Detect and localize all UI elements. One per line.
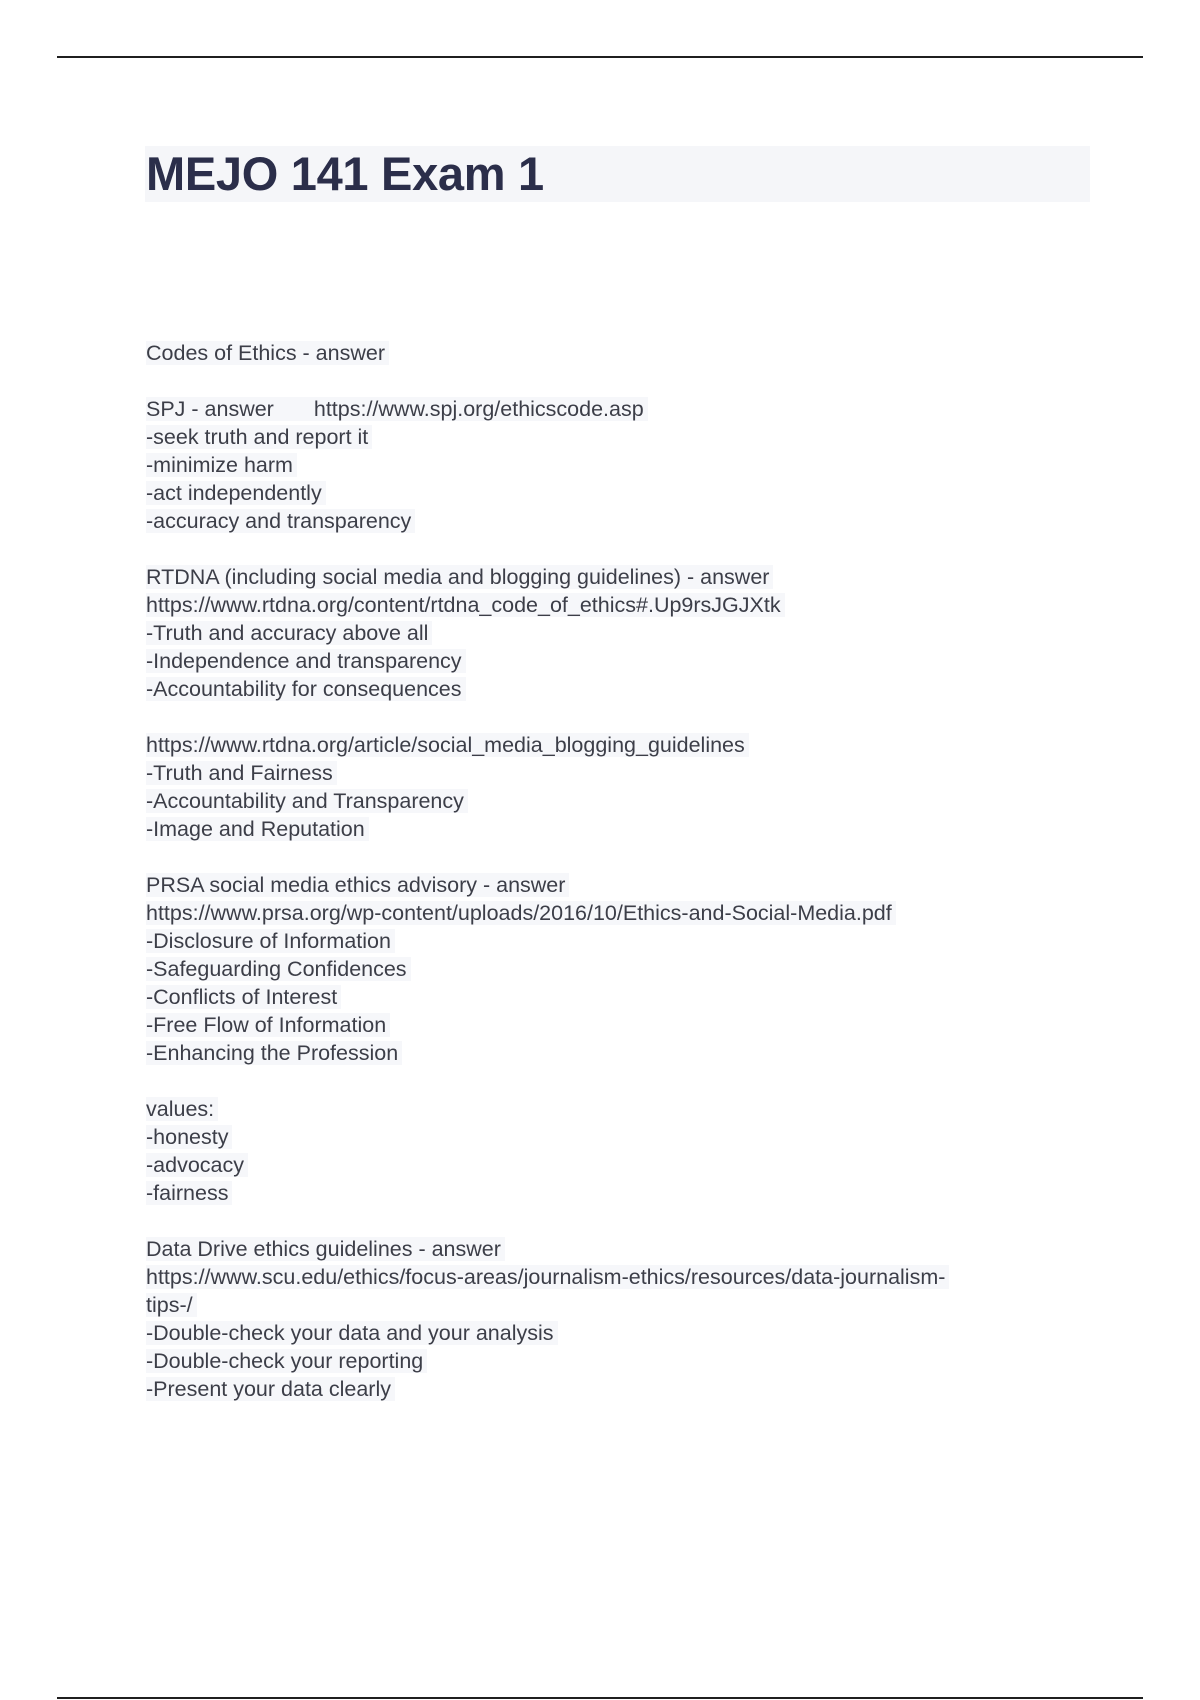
section-heading: values:	[146, 1095, 1086, 1123]
document-body	[146, 339, 1086, 1431]
rtdna-code-link[interactable]: https://www.rtdna.org/content/rtdna_code_of_ethics#.Up9rsJGJXtk	[146, 591, 1086, 619]
scu-link-continued[interactable]: tips-/	[146, 1291, 1086, 1319]
bottom-rule	[57, 1697, 1143, 1699]
section-codes-of-ethics	[146, 339, 1086, 367]
section-heading: PRSA social media ethics advisory - answer	[146, 871, 1086, 899]
section-heading	[146, 395, 1086, 423]
rtdna-social-link[interactable]: https://www.rtdna.org/article/social_media_blogging_guidelines	[146, 731, 1086, 759]
section-spj	[146, 395, 1086, 535]
list-item: -Truth and accuracy above all	[146, 619, 1086, 647]
section-rtdna	[146, 563, 1086, 703]
list-item: -Safeguarding Confidences	[146, 955, 1086, 983]
prsa-link[interactable]: https://www.prsa.org/wp-content/uploads/2016/10/Ethics-and-Social-Media.pdf	[146, 899, 1086, 927]
section-heading: Codes of Ethics - answer	[146, 339, 1086, 367]
list-item: -Free Flow of Information	[146, 1011, 1086, 1039]
list-item: -Double-check your reporting	[146, 1347, 1086, 1375]
list-item: -advocacy	[146, 1151, 1086, 1179]
list-item: -Enhancing the Profession	[146, 1039, 1086, 1067]
list-item: -Independence and transparency	[146, 647, 1086, 675]
spj-link[interactable]: https://www.spj.org/ethicscode.asp	[313, 397, 644, 421]
list-item: -Disclosure of Information	[146, 927, 1086, 955]
scu-link[interactable]: https://www.scu.edu/ethics/focus-areas/journalism-ethics/resources/data-journalism-	[146, 1263, 1086, 1291]
list-item: -accuracy and transparency	[146, 507, 1086, 535]
list-item: -Conflicts of Interest	[146, 983, 1086, 1011]
section-prsa	[146, 871, 1086, 1067]
list-item: -Image and Reputation	[146, 815, 1086, 843]
section-data-drive	[146, 1235, 1086, 1403]
document-title: MEJO 141 Exam 1	[146, 147, 544, 200]
list-item: -Present your data clearly	[146, 1375, 1086, 1403]
section-heading: Data Drive ethics guidelines - answer	[146, 1235, 1086, 1263]
list-item: -Truth and Fairness	[146, 759, 1086, 787]
top-rule	[57, 56, 1143, 58]
list-item: -honesty	[146, 1123, 1086, 1151]
section-heading: RTDNA (including social media and blogging guidelines) - answer	[146, 563, 1086, 591]
section-rtdna-social-media	[146, 731, 1086, 843]
list-item: -minimize harm	[146, 451, 1086, 479]
list-item: -act independently	[146, 479, 1086, 507]
list-item: -seek truth and report it	[146, 423, 1086, 451]
section-values	[146, 1095, 1086, 1207]
list-item: -Accountability and Transparency	[146, 787, 1086, 815]
heading-text: SPJ - answer	[146, 397, 274, 421]
list-item: -Double-check your data and your analysis	[146, 1319, 1086, 1347]
list-item: -fairness	[146, 1179, 1086, 1207]
list-item: -Accountability for consequences	[146, 675, 1086, 703]
